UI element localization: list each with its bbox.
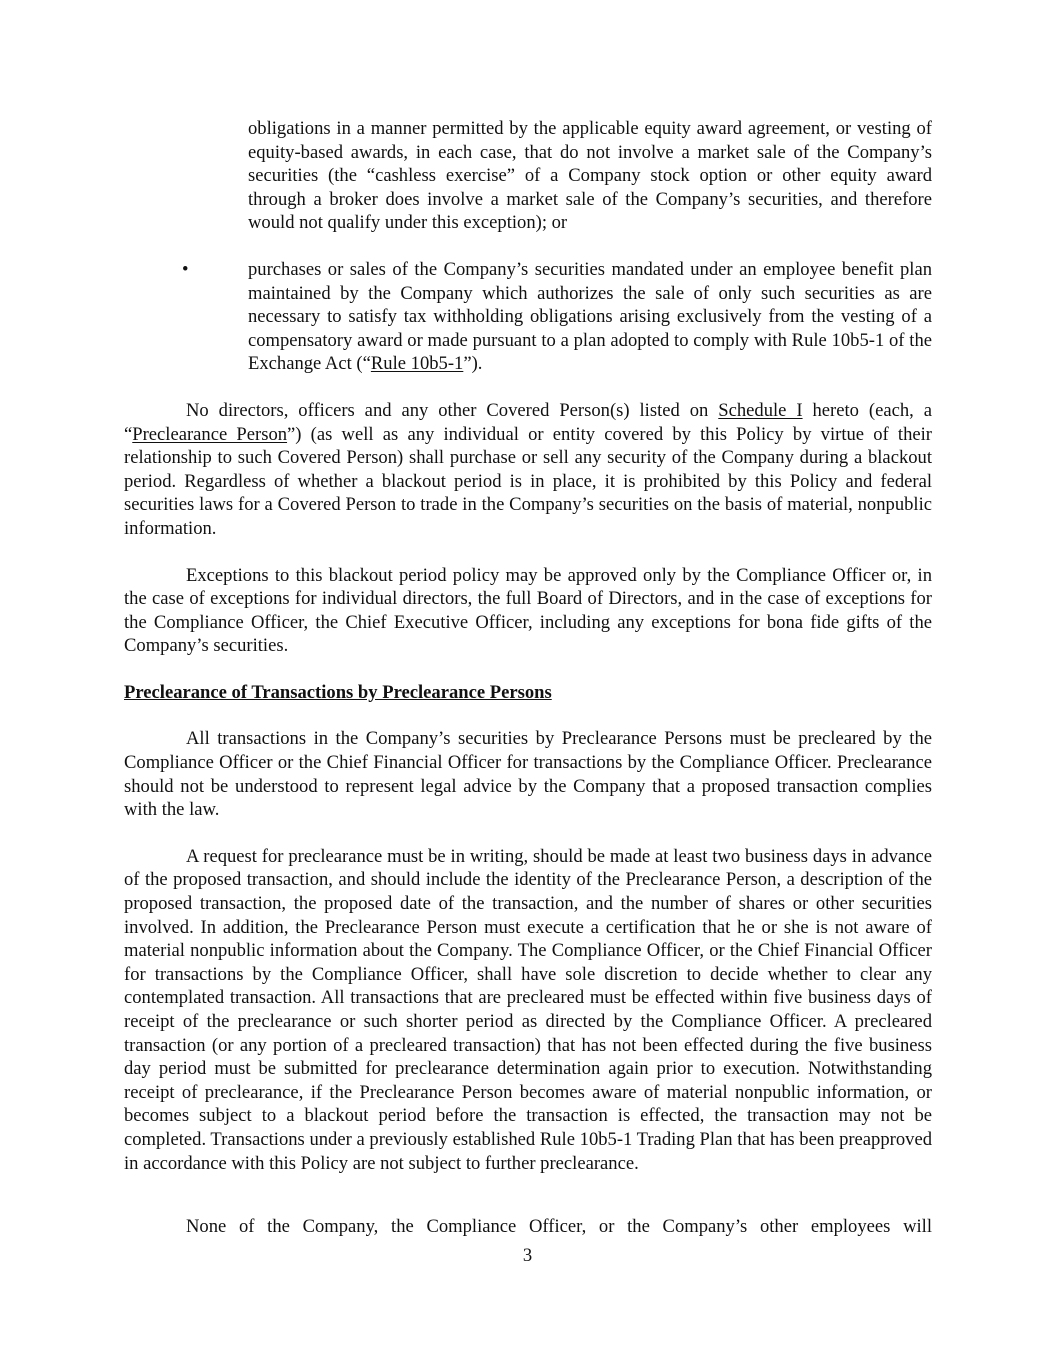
paragraph-continued: None of the Company, the Compliance Officer, or the Company’s other employees will [186, 1216, 932, 1237]
paragraph-exceptions: Exceptions to this blackout period policy may be approved only by the Compliance Officer or, in the case of exceptions for individual directors, the full Board of Directors, and in the case of exceptions for the Compliance Officer, the Chief Executive Officer, including any exceptions for bona fide gifts of the Company’s securities. [124, 564, 932, 657]
paragraph-text: hereto (each, a “ [124, 399, 932, 445]
bullet-text: purchases or sales of the Company’s securities mandated under an employee benefit plan maintained by the Company which authorizes the sale of only such securities as are necessary to satisfy tax withholding obligations arising exclusively from the vesting of a compensatory award or made pursuant to a plan adopted to comply with Rule 10b5-1 of the Exchange Act (“ [248, 258, 932, 375]
defined-term-rule-10b5-1: Rule 10b5-1 [370, 353, 464, 375]
paragraph-text: No directors, officers and any other Covered Person(s) listed on [186, 399, 719, 421]
bullet-continuation-text: obligations in a manner permitted by the applicable equity award agreement, or vesting of equity-based awards, in each case, that do not involve a market sale of the Company’s securities (the “cashless exercise” of a Company stock option or other equity award through a broker does involve a market sale of the Company’s securities, and therefore would not qualify under this exception); or [248, 118, 932, 234]
paragraph-text: ”) (as well as any individual or entity covered by this Policy by virtue of their relationship to such Covered Person) shall purchase or sell any security of the Company during a blackout period. Regardless of whether a blackout period is in place, it is prohibited by this Policy and federal securities laws for a Covered Person to trade in the Company’s securities on the basis of material, nonpublic information. [124, 423, 932, 539]
paragraph-preclearance-request: A request for preclearance must be in writing, should be made at least two business days in advance of the proposed transaction, and should include the identity of the Preclearance Person, a description of the proposed transaction, the proposed date of the transaction, and the number of shares or other securities involved. In addition, the Preclearance Person must execute a certification that he or she is not aware of material nonpublic information about the Company. The Compliance Officer, or the Chief Financial Officer for transactions by the Compliance Officer, shall have sole discretion to decide whether to clear any contemplated transaction. All transactions that are precleared must be effected within five business days of receipt of the preclearance or such shorter period as directed by the Compliance Officer. A precleared transaction (or any portion of a precleared transaction) that has not been effected during the five business day period must be submitted for preclearance determination again prior to execution. Notwithstanding receipt of preclearance, if the Preclearance Person becomes aware of material nonpublic information, or becomes subject to a blackout period before the transaction is effected, the transaction may not be completed. Transactions under a previously established Rule 10b5-1 Trading Plan that has been preapproved in accordance with this Policy are not subject to further preclearance. [124, 845, 932, 1174]
page-body [124, 117, 932, 1175]
defined-term-schedule-i: Schedule I [718, 399, 803, 421]
bullet-text-end: ”). [463, 353, 483, 375]
section-heading: Preclearance of Transactions by Preclearance Persons [124, 681, 552, 703]
page-number: 3 [522, 1245, 533, 1266]
paragraph-all-transactions: All transactions in the Company’s securities by Preclearance Persons must be precleared by the Compliance Officer or the Chief Financial Officer for transactions by the Compliance Officer. Preclearance should not be understood to represent legal advice by the Company that a proposed transaction complies with the law. [124, 728, 932, 821]
paragraph-blackout [124, 399, 932, 541]
bullet-item [182, 258, 932, 376]
defined-term-preclearance-person: Preclearance Person [132, 423, 288, 445]
bullet-icon: • [182, 258, 189, 280]
